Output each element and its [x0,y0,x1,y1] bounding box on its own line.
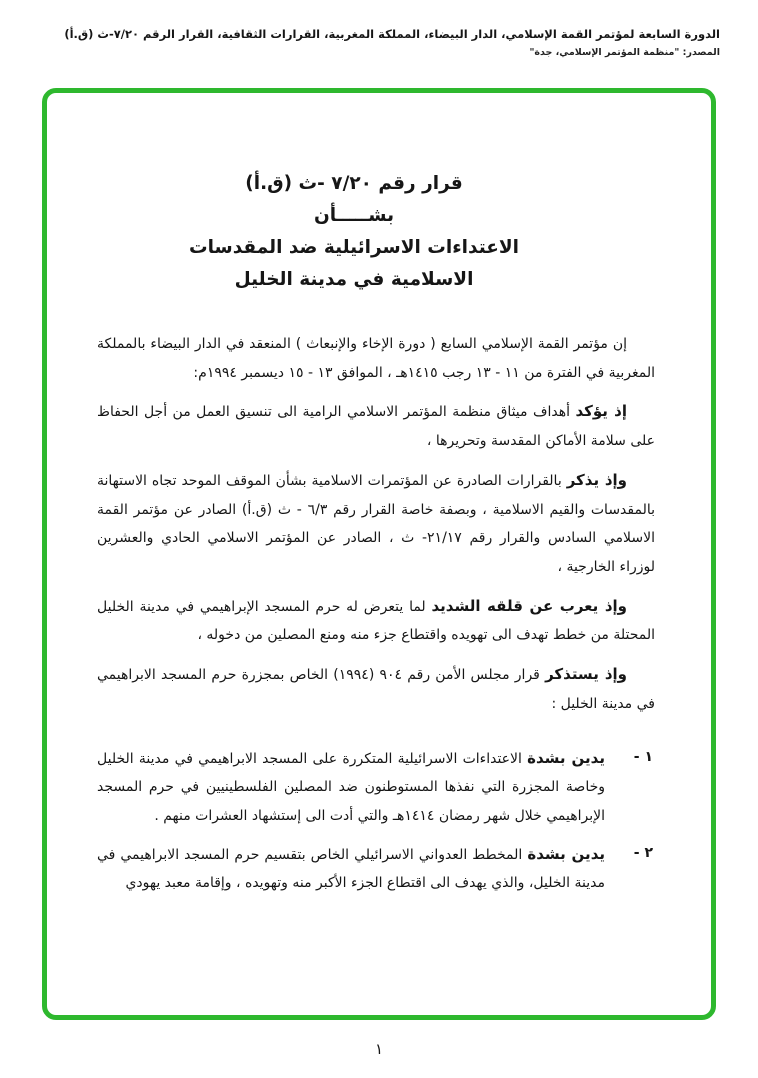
list-item-1 [97,743,655,831]
paragraph-lead: وإذ يذكر [566,470,627,489]
document-header [40,26,720,58]
page-number: ١ [374,1040,384,1058]
paragraph-concern [97,591,655,650]
item-number: ٢ - [633,844,653,861]
paragraph-lead: وإذ يعرب عن قلقه الشديد [431,596,627,615]
paragraph-recall-resolutions [97,465,655,582]
paragraph-text: قرار مجلس الأمن رقم ٩٠٤ (١٩٩٤) الخاص بمجزرة حرم المسجد الابراهيمي في مدينة الخليل : [97,667,655,712]
title-line-4: الاسلامية في مدينة الخليل [234,269,474,290]
header-source: المصدر: "منظمة المؤتمر الإسلامي، جدة" [529,47,720,59]
title-line-3: الاعتداءات الاسرائيلية ضد المقدسات [188,237,519,258]
title-line-2: بشـــــأن [313,205,395,226]
resolution-items [97,743,655,899]
header-citation: الدورة السابعة لمؤتمر القمة الإسلامي، الدار البيضاء، المملكة المغربية، القرارات الثقافية، القرار الرقم ٧/٢٠-ث (ق.أ) [64,27,720,41]
item-lead: يدين بشدة [527,748,605,767]
paragraph-text: بالقرارات الصادرة عن المؤتمرات الاسلامية بشأن الموقف الموحد تجاه الاستهانة بالمقدسات والقيم الاسلامية ، وبصفة خاصة القرار رقم ٦/٣ - ث (ق.أ) الصادر عن مؤتمر القمة الاسلامي السادس والقرار رقم ٢١/١٧- ث ، الصادر عن المؤتمر الاسلامي الحادي والعشرين لوزراء الخارجية ، [97,472,655,575]
item-lead: يدين بشدة [527,844,605,863]
document-border-frame [42,88,716,1020]
paragraph-lead: وإذ يستذكر [545,665,627,684]
paragraph-recall-904 [97,659,655,718]
title-line-1: قرار رقم ٧/٢٠ -ث (ق.أ) [245,173,463,194]
paragraph-lead: إذ يؤكد [575,402,627,421]
item-number: ١ - [633,748,653,765]
item-text: الاعتداءات الاسرائيلية المتكررة على المسجد الابراهيمي في مدينة الخليل وخاصة المجزرة التي نفذها المستوطنون ضد المصلين الفلسطينيين في حرم المسجد الإبراهيمي خلال شهر رمضان ١٤١٤هـ والتي أدت الى إستشهاد العشرات منهم . [97,750,605,824]
paragraph-text: لما يتعرض له حرم المسجد الإبراهيمي في مدينة الخليل المحتلة من خطط تهدف الى تهويده واقتطاع جزء منه ومنع المصلين من دخوله ، [97,598,655,644]
paragraph-text: أهداف ميثاق منظمة المؤتمر الاسلامي الرامية الى تنسيق العمل من أجل الحفاظ على سلامة الأماكن المقدسة وتحريرها ، [97,404,655,450]
paragraph-text: إن مؤتمر القمة الإسلامي السابع ( دورة الإخاء والإنبعاث ) المنعقد في الدار البيضاء بالمملكة المغربية في الفترة من ١١ - ١٣ رجب ١٤١٥هـ ، الموافق ١٣ - ١٥ ديسمبر ١٩٩٤م: [97,336,655,381]
list-item-2 [97,839,655,898]
item-text: المخطط العدواني الاسرائيلي الخاص بتقسيم حرم المسجد الابراهيمي في مدينة الخليل، والذي يهدف الى اقتطاع الجزء الأكبر منه وتهويده ، وإقامة معبد يهودي [97,846,605,892]
paragraph-affirm [97,396,655,455]
resolution-title [153,173,555,290]
paragraph-preamble [97,328,655,387]
document-content [47,93,711,916]
